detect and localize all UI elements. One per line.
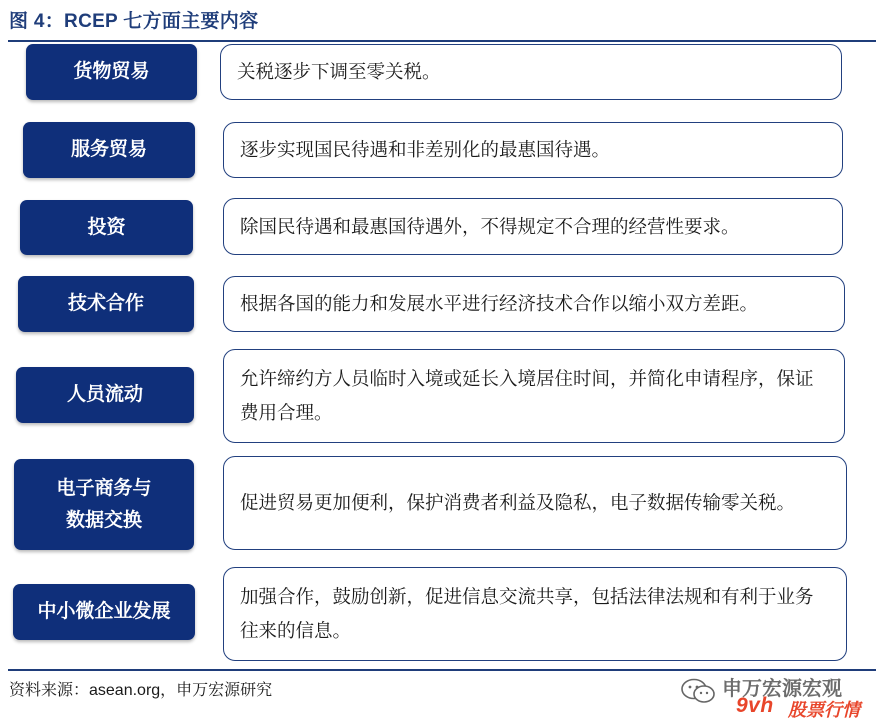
desc-personnel-movement-text: 允许缔约方人员临时入境或延长入境居住时间，并简化申请程序，保证费用合理。: [240, 368, 814, 423]
label-services-trade: 服务贸易: [23, 122, 195, 178]
desc-sme-development-text: 加强合作，鼓励创新，促进信息交流共享，包括法律法规和有利于业务往来的信息。: [240, 586, 814, 641]
desc-investment-text: 除国民待遇和最惠国待遇外，不得规定不合理的经营性要求。: [240, 215, 740, 237]
watermark-text: 申万宏源宏观: [722, 678, 842, 700]
brand-text: 股票行情: [788, 700, 860, 720]
desc-investment: [223, 198, 843, 255]
desc-goods-trade-text: 关税逐步下调至零关税。: [237, 61, 441, 82]
desc-services-trade-text: 逐步实现国民待遇和非差别化的最惠国待遇。: [240, 139, 611, 160]
desc-ecommerce-text: 促进贸易更加便利，保护消费者利益及隐私，电子数据传输零关税。: [240, 492, 796, 513]
label-sme-development: 中小微企业发展: [13, 584, 195, 640]
watermark: [676, 670, 876, 720]
desc-ecommerce: [223, 456, 847, 550]
desc-services-trade: [223, 122, 843, 178]
source-note: 资料来源：asean.org，申万宏源研究: [9, 682, 273, 699]
label-goods-trade: 货物贸易: [26, 44, 197, 100]
desc-goods-trade: [220, 44, 842, 100]
label-investment: 投资: [20, 200, 193, 255]
brand-mark: 9vh: [736, 694, 774, 717]
label-ecommerce: 电子商务与 数据交换: [14, 459, 194, 550]
desc-tech-cooperation-text: 根据各国的能力和发展水平进行经济技术合作以缩小双方差距。: [240, 293, 759, 314]
figure-title: 图 4：RCEP 七方面主要内容: [9, 11, 259, 32]
desc-personnel-movement: [223, 349, 845, 443]
label-personnel-movement: 人员流动: [16, 367, 194, 423]
wechat-icon: [680, 678, 716, 704]
desc-sme-development: [223, 567, 847, 661]
label-tech-cooperation: 技术合作: [18, 276, 194, 332]
desc-tech-cooperation: [223, 276, 845, 332]
title-divider: [8, 40, 876, 42]
